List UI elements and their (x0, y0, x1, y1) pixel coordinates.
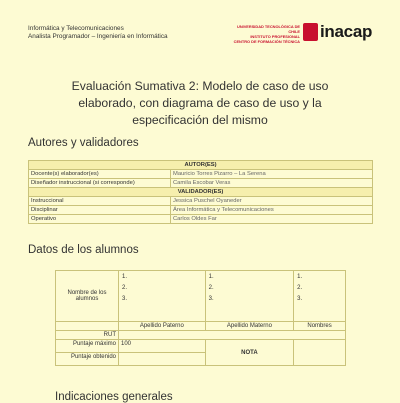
max-score-label: Puntaje máximo (56, 340, 119, 353)
authors-table (28, 160, 373, 224)
author-value: Camila Escobar Veras (171, 179, 373, 188)
document-title: Evaluación Sumativa 2: Modelo de caso de uso elaborado, con diagrama de caso de uso y la especificación del mismo (71, 79, 329, 127)
validator-label: Operativo (29, 215, 171, 224)
university-line-3: CENTRO DE FORMACIÓN TÉCNICA (233, 38, 300, 44)
institution-line: Informática y Telecomunicaciones (28, 25, 124, 32)
names-label: Nombre de los alumnos (56, 271, 119, 322)
rut-value[interactable] (119, 331, 346, 340)
validator-value: Área Informática y Telecomunicaciones (171, 206, 373, 215)
materno-cell[interactable] (205, 271, 293, 322)
author-value: Mauricio Torres Pizarro – La Serena (171, 170, 373, 179)
program-line: Analista Programador – Ingeniería en Informática (28, 33, 168, 40)
obtained-value[interactable] (119, 353, 206, 366)
logo-mark-icon (303, 23, 318, 41)
table-row (29, 197, 373, 206)
columns-row (56, 322, 346, 331)
authors-heading: Autores y validadores (28, 137, 139, 149)
validators-header: VALIDADOR(ES) (29, 188, 373, 197)
authors-header-row (29, 161, 373, 170)
max-score-value: 100 (119, 340, 206, 353)
validator-label: Instruccional (29, 197, 171, 206)
logo-text: inacap (320, 22, 373, 41)
university-line-2: INSTITUTO PROFESIONAL (250, 33, 300, 39)
students-heading: Datos de los alumnos (28, 244, 139, 256)
rut-label: RUT (56, 331, 119, 340)
table-row (29, 179, 373, 188)
grade-value[interactable] (294, 340, 346, 366)
table-row (29, 215, 373, 224)
list-number: 3. (297, 296, 303, 302)
column-header: Apellido Paterno (119, 322, 206, 331)
students-table (55, 270, 346, 366)
university-line-1: UNIVERSIDAD TECNOLÓGICA DE CHILE (237, 24, 300, 34)
table-row (29, 170, 373, 179)
authors-header: AUTOR(ES) (29, 161, 373, 170)
author-label: Diseñador instruccional (si corresponde) (29, 179, 171, 188)
university-lines (226, 25, 300, 45)
nombres-cell[interactable] (294, 271, 346, 322)
validator-value: Jessica Puschel Oyaneder (171, 197, 373, 206)
general-instructions-heading: Indicaciones generales (55, 391, 173, 403)
validator-value: Carlos Oldes Far (171, 215, 373, 224)
max-score-row (56, 340, 346, 353)
list-number: 2. (297, 285, 303, 291)
list-number: 3. (122, 296, 128, 302)
list-number: 1. (208, 274, 214, 280)
list-number: 3. (208, 296, 214, 302)
validator-label: Disciplinar (29, 206, 171, 215)
table-row (29, 206, 373, 215)
author-label: Docente(s) elaborador(es) (29, 170, 171, 179)
validators-header-row (29, 188, 373, 197)
names-row (56, 271, 346, 322)
empty-cell (56, 322, 119, 331)
column-header: Nombres (294, 322, 346, 331)
list-number: 2. (208, 285, 214, 291)
rut-row (56, 331, 346, 340)
obtained-label: Puntaje obtenido (56, 353, 119, 366)
list-number: 1. (122, 274, 128, 280)
list-number: 1. (297, 274, 303, 280)
column-header: Apellido Materno (205, 322, 293, 331)
paterno-cell[interactable] (119, 271, 206, 322)
list-number: 2. (122, 285, 128, 291)
grade-label: NOTA (205, 340, 293, 366)
inacap-logo (303, 22, 372, 42)
header-institution (28, 25, 168, 41)
